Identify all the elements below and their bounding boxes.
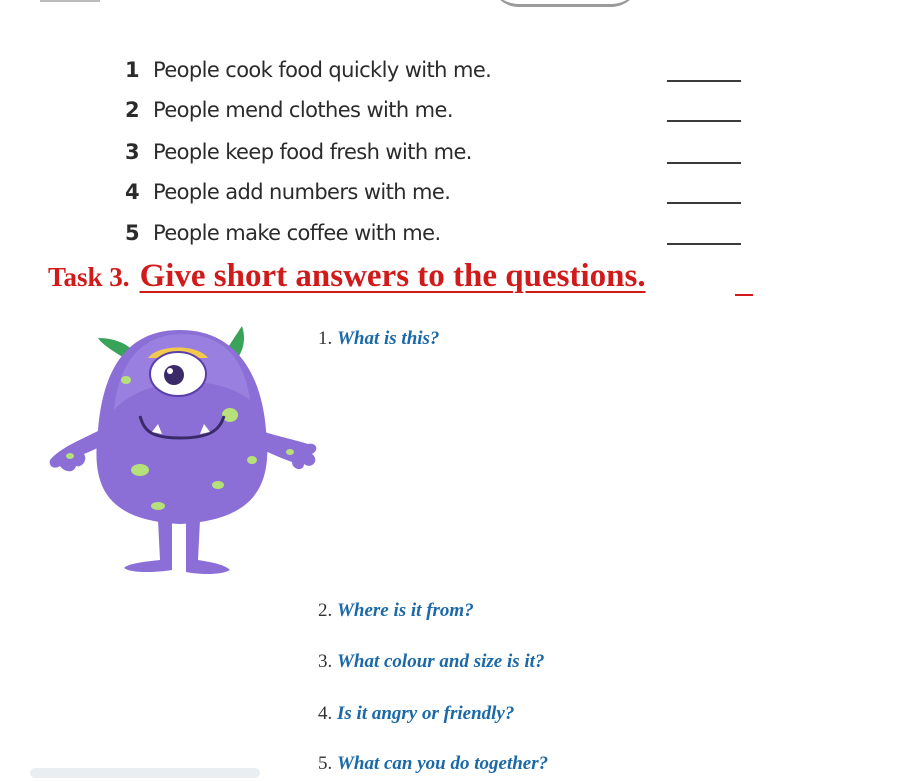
task-heading: [48, 258, 646, 295]
spot: [66, 453, 74, 459]
item-number: 2: [125, 98, 140, 122]
title-underline: [735, 294, 753, 296]
spot: [286, 449, 294, 455]
question-number: 1.: [318, 328, 333, 349]
question-1: [318, 328, 439, 350]
question-text: What colour and size is it?: [337, 651, 545, 672]
question-number: 4.: [318, 703, 333, 724]
question-4: [318, 703, 514, 725]
exercise-item: [125, 58, 765, 86]
task-title: Give short answers to the questions.: [139, 258, 646, 294]
question-2: [318, 600, 474, 622]
answer-blank[interactable]: [667, 202, 741, 204]
answer-blank[interactable]: [667, 243, 741, 245]
top-edge-arc: [490, 0, 640, 7]
eye-shine: [167, 368, 173, 374]
question-text: What can you do together?: [337, 753, 549, 774]
item-number: 3: [125, 140, 140, 164]
item-text: People keep food fresh with me.: [153, 140, 472, 164]
exercise-item: [125, 98, 765, 126]
question-number: 3.: [318, 651, 333, 672]
exercise-item: [125, 221, 765, 249]
question-text: What is this?: [337, 328, 440, 349]
task-label: Task 3.: [48, 262, 130, 292]
right-leg: [186, 520, 230, 574]
question-number: 2.: [318, 600, 333, 621]
question-number: 5.: [318, 753, 333, 774]
spot: [121, 376, 131, 384]
item-number: 1: [125, 58, 140, 82]
pupil: [164, 365, 184, 385]
item-number: 4: [125, 180, 140, 204]
answer-blank[interactable]: [667, 80, 741, 82]
answer-blank[interactable]: [667, 162, 741, 164]
item-text: People make coffee with me.: [153, 221, 441, 245]
monster-icon: [40, 320, 325, 580]
question-5: [318, 753, 548, 775]
answer-blank[interactable]: [667, 120, 741, 122]
question-text: Where is it from?: [337, 600, 474, 621]
item-number: 5: [125, 221, 140, 245]
question-text: Is it angry or friendly?: [337, 703, 515, 724]
spot: [151, 502, 165, 510]
bottom-edge-mark: [30, 768, 260, 778]
exercise-item: [125, 180, 765, 208]
exercise-item: [125, 140, 765, 168]
item-text: People add numbers with me.: [153, 180, 451, 204]
spot: [222, 408, 238, 422]
item-text: People mend clothes with me.: [153, 98, 453, 122]
spot: [131, 464, 149, 476]
item-text: People cook food quickly with me.: [153, 58, 492, 82]
spot: [247, 456, 257, 464]
top-edge-mark: [40, 0, 100, 2]
left-leg: [124, 520, 172, 572]
question-3: [318, 651, 544, 673]
spot: [212, 481, 224, 489]
